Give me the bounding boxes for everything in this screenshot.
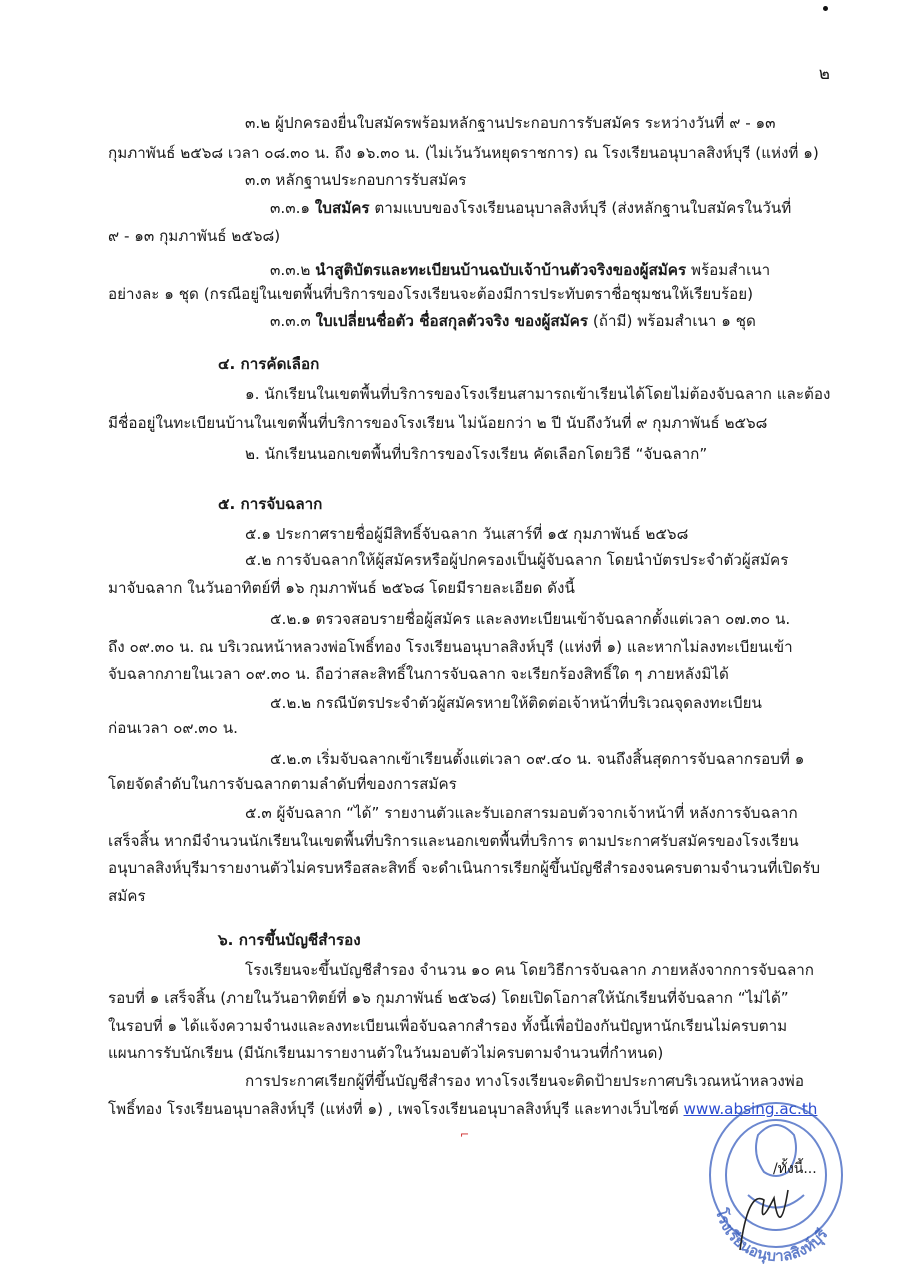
item-3-3-1-rest: ตามแบบของโรงเรียนอนุบาลสิงห์บุรี (ส่งหลักฐานใบสมัครในวันที่ [369, 199, 792, 217]
item-3-2-line-1: ๓.๒ ผู้ปกครองยื่นใบสมัครพร้อมหลักฐานประกอบการรับสมัคร ระหว่างวันที่ ๙ - ๑๓ [245, 114, 776, 132]
section-4-item-2: ๒. นักเรียนนอกเขตพื้นที่บริการของโรงเรียน คัดเลือกโดยวิธี “จับฉลาก” [245, 445, 708, 463]
item-3-3-1-line-1 [270, 198, 791, 218]
item-5-3-line-2: เสร็จสิ้น หากมีจำนวนนักเรียนในเขตพื้นที่บริการและนอกเขตพื้นที่บริการ ตามประกาศรับสมัครของโรงเรียน [108, 832, 799, 850]
item-3-3-2-line-2: อย่างละ ๑ ชุด (กรณีอยู่ในเขตพื้นที่บริการของโรงเรียนจะต้องมีการประทับตราชื่อชุมชนให้เรียบร้อย) [108, 285, 754, 303]
section-6-p1-line-3: ในรอบที่ ๑ ได้แจ้งความจำนงและลงทะเบียนเพื่อจับฉลากสำรอง ทั้งนี้เพื่อป้องกันปัญหานักเรียนไม่ครบตาม [108, 1017, 788, 1035]
section-6-p1-line-4: แผนการรับนักเรียน (มีนักเรียนมารายงานตัวในวันมอบตัวไม่ครบตามจำนวนที่กำหนด) [108, 1044, 664, 1062]
red-tick-mark: ⌐ [460, 1128, 470, 1141]
item-3-3-3 [270, 311, 756, 331]
item-5-2-1-line-3: จับฉลากภายในเวลา ๐๙.๓๐ น. ถือว่าสละสิทธิ์ในการจับฉลาก จะเรียกร้องสิทธิ์ใด ๆ ภายหลังมิได้ [108, 665, 729, 683]
item-3-3-1-number: ๓.๓.๑ [270, 199, 315, 217]
item-5-2-line-1: ๕.๒ การจับฉลากให้ผู้สมัครหรือผู้ปกครองเป็นผู้จับฉลาก โดยนำบัตรประจำตัวผู้สมัคร [245, 551, 789, 569]
item-3-3-2-bold: นำสูติบัตรและทะเบียนบ้านฉบับเจ้าบ้านตัวจริงของผู้สมัคร [315, 261, 687, 279]
item-5-2-1-line-2: ถึง ๐๙.๓๐ น. ณ บริเวณหน้าหลวงพ่อโพธิ์ทอง โรงเรียนอนุบาลสิงห์บุรี (แห่งที่ ๑) และหากไม่ลงทะเบียนเข้า [108, 638, 793, 656]
item-3-3-3-number: ๓.๓.๓ [270, 312, 316, 330]
item-3-3-2-rest: พร้อมสำเนา [686, 261, 771, 279]
item-3-3: ๓.๓ หลักฐานประกอบการรับสมัคร [245, 171, 467, 189]
item-5-1: ๕.๑ ประกาศรายชื่อผู้มีสิทธิ์จับฉลาก วันเสาร์ที่ ๑๕ กุมภาพันธ์ ๒๕๖๘ [245, 525, 689, 543]
item-5-3-line-3: อนุบาลสิงห์บุรีมารายงานตัวไม่ครบหรือสละสิทธิ์ จะดำเนินการเรียกผู้ขึ้นบัญชีสำรองจนครบตามจำนวนที่เปิดรับ [108, 859, 820, 877]
continue-marker: /ทั้งนี้... [773, 1161, 817, 1177]
scan-dot [823, 6, 828, 11]
item-5-2-3-line-1: ๕.๒.๓ เริ่มจับฉลากเข้าเรียนตั้งแต่เวลา ๐๙.๔๐ น. จนถึงสิ้นสุดการจับฉลากรอบที่ ๑ [270, 750, 805, 768]
section-4-heading: ๔. การคัดเลือก [218, 355, 320, 373]
section-6-p2-text: โพธิ์ทอง โรงเรียนอนุบาลสิงห์บุรี (แห่งที่ ๑) , เพจโรงเรียนอนุบาลสิงห์บุรี และทางเว็บไซต์ [108, 1100, 684, 1118]
seal-text: โรงเรียนอนุบาลสิงห์บุรี [711, 1206, 832, 1265]
section-4-item-1-line-1: ๑. นักเรียนในเขตพื้นที่บริการของโรงเรียนสามารถเข้าเรียนได้โดยไม่ต้องจับฉลาก และต้อง [245, 385, 831, 403]
item-3-3-3-rest: (ถ้ามี) พร้อมสำเนา ๑ ชุด [588, 312, 756, 330]
section-6-p1-line-2: รอบที่ ๑ เสร็จสิ้น (ภายในวันอาทิตย์ที่ ๑๖ กุมภาพันธ์ ๒๕๖๘) โดยเปิดโอกาสให้นักเรียนที่จับฉลาก “ไม่ได้” [108, 989, 789, 1007]
item-3-3-1-line-2: ๙ - ๑๓ กุมภาพันธ์ ๒๕๖๘) [108, 227, 281, 245]
item-5-2-2-line-1: ๕.๒.๒ กรณีบัตรประจำตัวผู้สมัครหายให้ติดต่อเจ้าหน้าที่บริเวณจุดลงทะเบียน [270, 694, 762, 712]
item-3-3-1-bold: ใบสมัคร [314, 199, 370, 217]
item-5-2-3-line-2: โดยจัดลำดับในการจับฉลากตามลำดับที่ของการสมัคร [108, 775, 457, 793]
item-5-3-line-4: สมัคร [108, 887, 146, 905]
item-3-2-line-2: กุมภาพันธ์ ๒๕๖๘ เวลา ๐๘.๓๐ น. ถึง ๑๖.๓๐ น. (ไม่เว้นวันหยุดราชการ) ณ โรงเรียนอนุบาลสิงห์บุรี (แห่งที่ ๑) [108, 144, 819, 162]
item-5-3-line-1: ๕.๓ ผู้จับฉลาก “ได้” รายงานตัวและรับเอกสารมอบตัวจากเจ้าหน้าที่ หลังการจับฉลาก [245, 804, 798, 822]
item-5-2-2-line-2: ก่อนเวลา ๐๙.๓๐ น. [108, 719, 238, 737]
section-5-heading: ๕. การจับฉลาก [218, 495, 323, 513]
item-5-2-1-line-1: ๕.๒.๑ ตรวจสอบรายชื่อผู้สมัคร และลงทะเบียนเข้าจับฉลากตั้งแต่เวลา ๐๗.๓๐ น. [270, 610, 791, 628]
item-3-3-2-number: ๓.๓.๒ [270, 261, 316, 279]
section-6-p2-line-1: การประกาศเรียกผู้ที่ขึ้นบัญชีสำรอง ทางโรงเรียนจะติดป้ายประกาศบริเวณหน้าหลวงพ่อ [245, 1072, 804, 1090]
item-5-2-line-2: มาจับฉลาก ในวันอาทิตย์ที่ ๑๖ กุมภาพันธ์ ๒๕๖๘ โดยมีรายละเอียด ดังนี้ [108, 579, 575, 597]
section-6-p1-line-1: โรงเรียนจะขึ้นบัญชีสำรอง จำนวน ๑๐ คน โดยวิธีการจับฉลาก ภายหลังจากการจับฉลาก [245, 961, 814, 979]
item-3-3-2-line-1 [270, 260, 770, 280]
section-6-heading: ๖. การขึ้นบัญชีสำรอง [218, 931, 361, 949]
website-link[interactable]: www.absing.ac.th [683, 1100, 818, 1118]
item-3-3-3-bold: ใบเปลี่ยนชื่อตัว ชื่อสกุลตัวจริง ของผู้สมัคร [315, 312, 588, 330]
page-number: ๒ [818, 64, 830, 84]
section-4-item-1-line-2: มีชื่ออยู่ในทะเบียนบ้านในเขตพื้นที่บริการของโรงเรียน ไม่น้อยกว่า ๒ ปี นับถึงวันที่ ๙ กุมภาพันธ์ ๒๕๖๘ [108, 414, 768, 432]
